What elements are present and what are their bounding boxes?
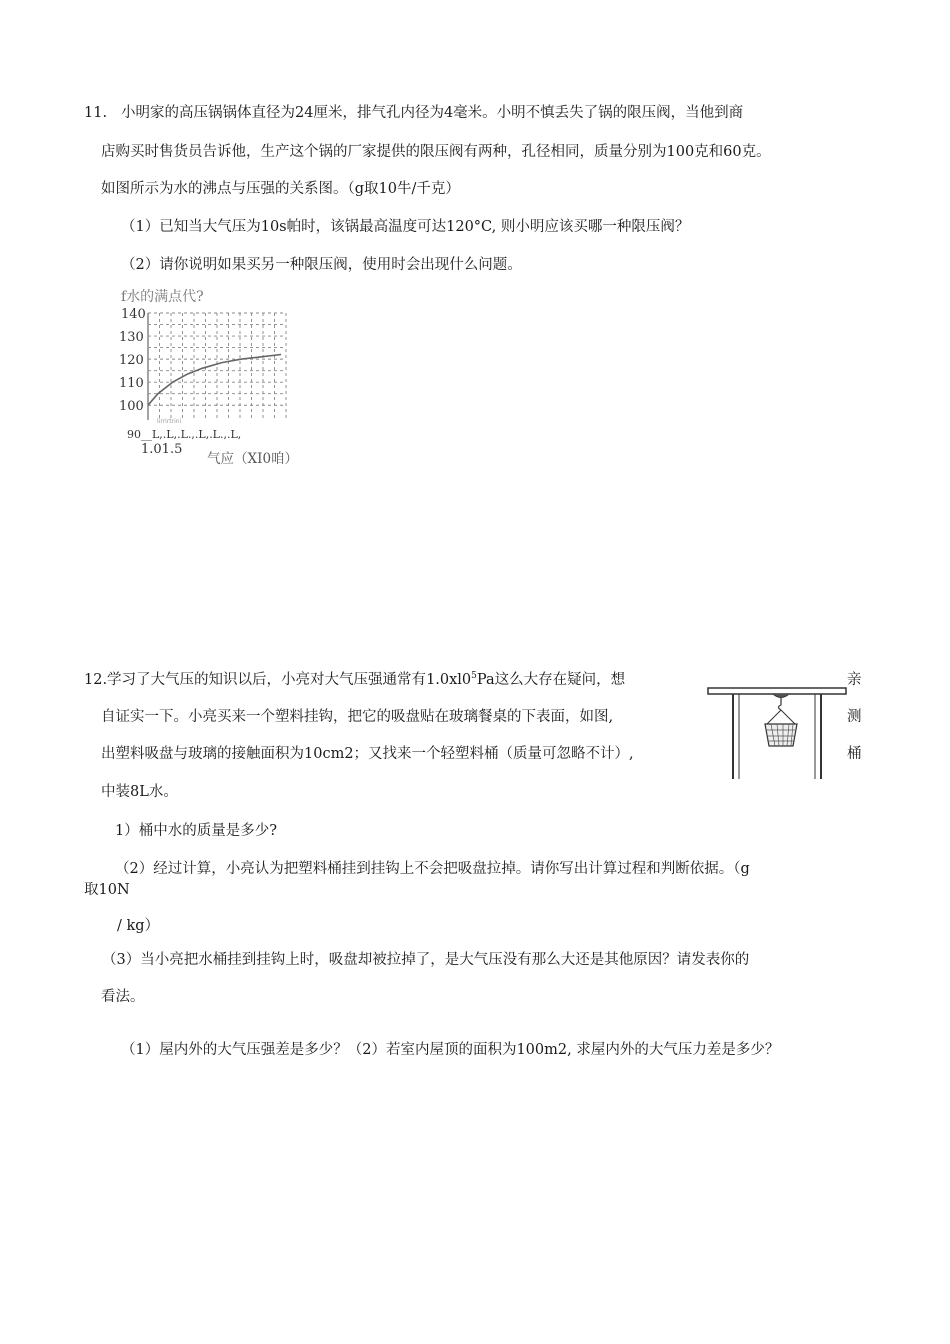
y-tick-label: 120	[119, 353, 144, 369]
y-tick-label: 130	[119, 330, 144, 346]
y-tick-label: 110	[119, 376, 144, 392]
chart-x-minor-text: lirrirtrini	[157, 418, 182, 425]
q12-pressure-base: 1.0xl0	[426, 672, 472, 688]
q12-part1: 1）桶中水的质量是多少?	[115, 823, 277, 839]
boiling-curve	[148, 355, 281, 406]
chart-grid	[148, 313, 286, 420]
q11-number: 11.	[84, 105, 108, 121]
q12-side-char-3: 桶	[847, 746, 862, 762]
q12-part2-line2: 取10N	[84, 882, 130, 898]
q12-part2-line1: （2）经过计算，小亮认为把塑料桶挂到挂钩上不会把吸盘拉掉。请你写出计算过程和判断依据。（g	[115, 861, 750, 877]
q12-line1	[84, 670, 625, 690]
boiling-point-chart	[112, 285, 372, 475]
q12-part3-line1: （3）当小亮把水桶挂到挂钩上时，吸盘却被拉掉了，是大气压没有那么大还是其他原因？请发表你的	[102, 952, 750, 968]
chart-x-axis-stub: 90__L,.L,.L.,.L,.L.,.L,	[127, 428, 242, 441]
q12-part3-line2: 看法。	[101, 989, 145, 1005]
q11-line1: 小明家的高压锅锅体直径为24厘米，排气孔内径为4毫米。小明不慎丢失了锅的限压阀，当他到商	[121, 105, 744, 121]
suction-hook-bucket-illustration	[705, 684, 850, 784]
q12-side-char-1: 亲	[847, 672, 862, 688]
chart-x-label: 气应（XI0咱）	[207, 451, 299, 467]
y-tick-label: 100	[119, 399, 144, 415]
q12-line2: 自证实一下。小亮买来一个塑料挂钩，把它的吸盘贴在玻璃餐桌的下表面，如图,	[101, 709, 614, 725]
q11-part1: （1）已知当大气压为10s帕时，该锅最高温度可达120°C, 则小明应该买哪一种限压阀？	[121, 219, 690, 235]
q11-part2: （2）请你说明如果买另一种限压阀，使用时会出现什么问题。	[121, 257, 522, 273]
chart-y-tick-labels	[119, 307, 146, 414]
q12-part2-line3: / kg）	[117, 918, 160, 934]
extra-question-line: （1）屋内外的大气压强差是多少？（2）若室内屋顶的面积为100m2, 求屋内外的大气压力差是多少？	[121, 1042, 780, 1058]
q12-pressure-exp: 5	[471, 671, 477, 682]
q12-line1-start: 12.学习了大气压的知识以后，小亮对大气压强通常有	[84, 672, 427, 688]
q12-side-char-2: 测	[847, 709, 862, 725]
chart-x-tick-labels: 1.01.5	[141, 442, 183, 457]
q12-pressure-unit: Pa	[476, 672, 495, 688]
chart-title: f水的满点代?	[121, 289, 204, 305]
q11-line2: 店购买时售货员告诉他，生产这个锅的厂家提供的限压阀有两种，孔径相同，质量分别为100克和60克。	[101, 144, 771, 160]
q11-line3: 如图所示为水的沸点与压强的关系图。（g取10牛/千克）	[101, 181, 460, 197]
q12-line1-end: 这么大存在疑问，想	[494, 672, 626, 688]
y-tick-label: 140	[121, 307, 146, 322]
q12-line3: 出塑料吸盘与玻璃的接触面积为10cm2；又找来一个轻塑料桶（质量可忽略不计）,	[101, 746, 634, 762]
q12-line4: 中装8L水。	[101, 784, 178, 800]
